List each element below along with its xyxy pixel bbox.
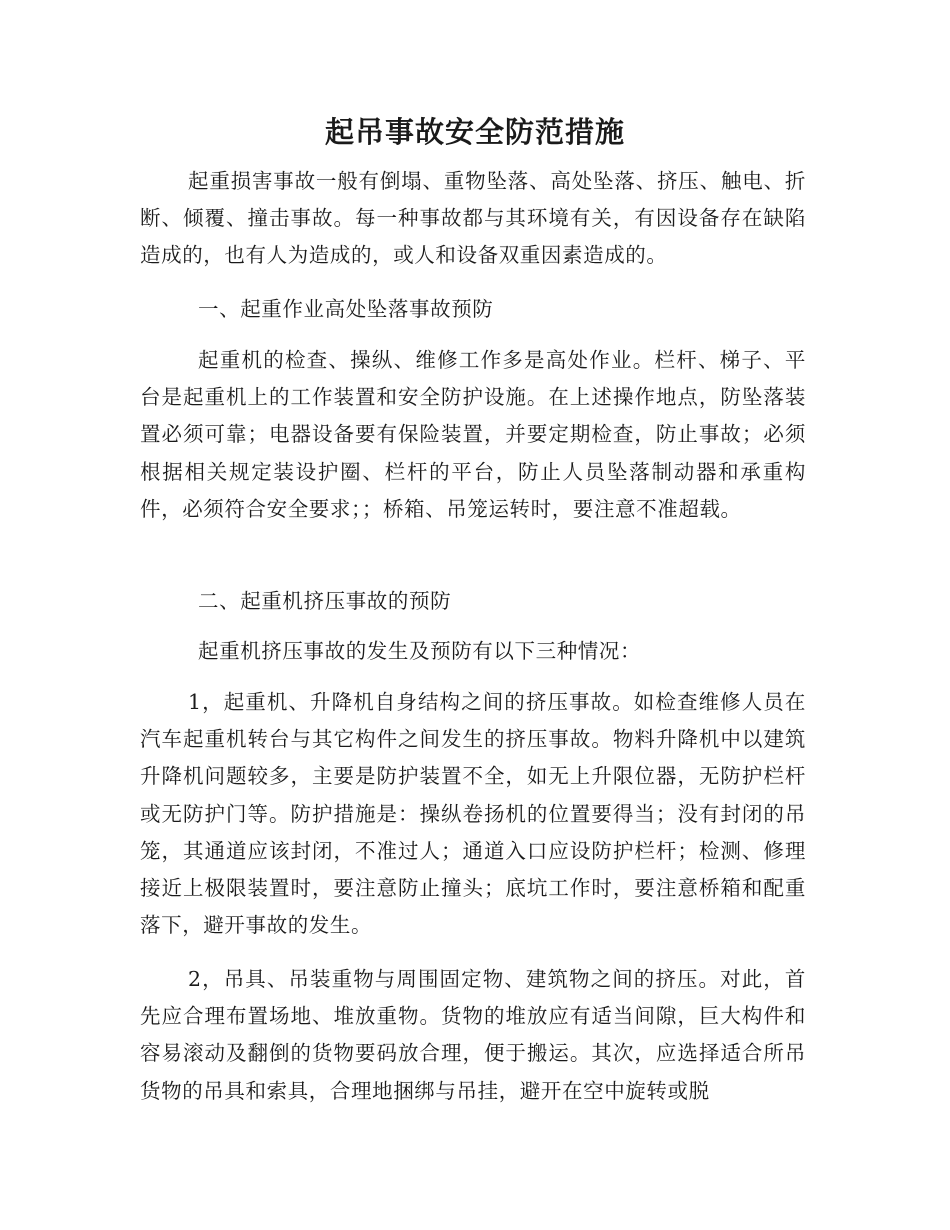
section-1-paragraph: 起重机的检查、操纵、维修工作多是高处作业。栏杆、梯子、平台是起重机上的工作装置和安全防护设施。在上述操作地点，防坠落装置必须可靠；电器设备要有保险装置，并要定期检查，防止事故；必须根据相关规定装设护圈、栏杆的平台，防止人员坠落制动器和承重构件，必须符合安全要求；；桥箱、吊笼运转时，要注意不准超载。 bbox=[140, 348, 806, 521]
item-2-paragraph: 2，吊具、吊装重物与周围固定物、建筑物之间的挤压。对此，首先应合理布置场地、堆放重物。货物的堆放应有适当间隙，巨大构件和容易滚动及翻倒的货物要码放合理，便于搬运。其次，应选择适合所吊货物的吊具和索具，合理地捆绑与吊挂，避开在空中旋转或脱 bbox=[140, 967, 806, 1103]
intro-paragraph: 起重损害事故一般有倒塌、重物坠落、高处坠落、挤压、触电、折断、倾覆、撞击事故。每一种事故都与其环境有关，有因设备存在缺陷造成的，也有人为造成的，或人和设备双重因素造成的。 bbox=[140, 169, 806, 268]
section-2-intro: 起重机挤压事故的发生及预防有以下三种情况： bbox=[198, 639, 642, 663]
document-title: 起吊事故安全防范措施 bbox=[324, 115, 625, 149]
section-heading-2: 二、起重机挤压事故的预防 bbox=[198, 589, 452, 613]
item-1-paragraph: 1，起重机、升降机自身结构之间的挤压事故。如检查维修人员在汽车起重机转台与其它构件之间发生的挤压事故。物料升降机中以建筑升降机问题较多，主要是防护装置不全，如无上升限位器，无防护栏杆或无防护门等。防护措施是：操纵卷扬机的位置要得当；没有封闭的吊笼，其通道应该封闭，不准过人；通道入口应设防护栏杆；检测、修理接近上极限装置时，要注意防止撞头；底坑工作时，要注意桥箱和配重落下，避开事故的发生。 bbox=[140, 690, 806, 938]
section-heading-1: 一、起重作业高处坠落事故预防 bbox=[198, 297, 494, 321]
